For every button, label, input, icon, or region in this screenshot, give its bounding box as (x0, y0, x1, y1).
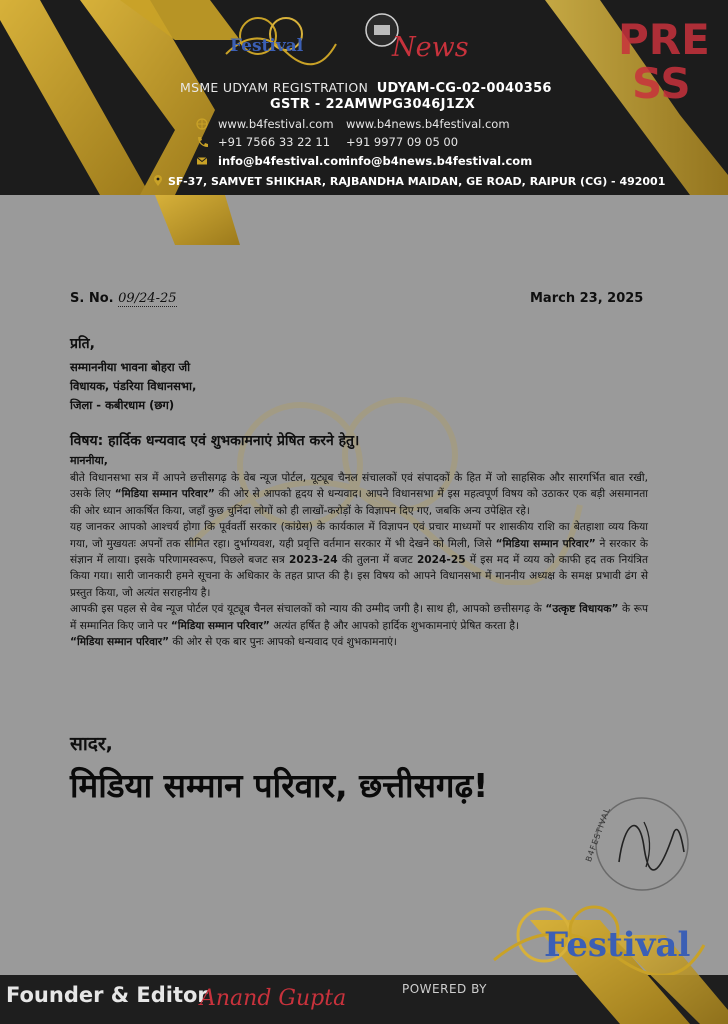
contact-email-row (196, 154, 533, 168)
p2-year-1: 2023-24 (288, 554, 338, 567)
p4-text-b: की ओर से एक बार पुनः आपको धन्यवाद एवं शुभकामनाएं। (169, 636, 397, 649)
festival-logo (216, 14, 346, 66)
p2-text-c: ने सरकार के संज्ञान में लाया। इसके परिणामस्वरूप, पिछले बजट सत्र (70, 537, 648, 567)
website-link-1[interactable]: www.b4festival.com (218, 117, 334, 131)
p2-text-e: की तुलना में बजट (337, 554, 417, 567)
news-logo-text: News (392, 32, 469, 63)
p3-org-name: “मिडिया सम्मान परिवार” (170, 619, 270, 632)
serial-number (70, 291, 177, 306)
msme-label: MSME UDYAM REGISTRATION (180, 80, 369, 95)
letter-body (70, 470, 648, 650)
phone-icon (196, 136, 208, 148)
p3-text-c: के रूप में सम्मानित किए जाने पर (70, 603, 649, 632)
powered-by-label: POWERED BY (402, 982, 488, 996)
globe-icon (196, 118, 208, 130)
p3-award: “उत्कृष्ट विधायक” (545, 603, 619, 616)
msme-value: UDYAM-CG-02-0040356 (376, 81, 552, 96)
stamp-text: B4FESTIVAL (584, 806, 613, 864)
paragraph-2 (70, 519, 648, 601)
p1-org-name: “मिडिया सम्मान परिवार” (114, 488, 215, 501)
p3-text-e: अत्यंत हर्षित है और आपको हार्दिक शुभकामनाएं प्रेषित करता है। (269, 619, 519, 632)
p2-text-a: यह जानकर आपको आश्चर्य होगा कि पूर्ववर्ती सरकार (कांग्रेस) के कार्यकाल में विज्ञापन एवं प्रचार माध्यमों पर शासकीय राशि का बेतहाशा व्यय किया गया, जो मुखयतः अपनों तक सीमित रहा। दुर्भाग्यवश, यही प्रवृत्ति वर्तमान सरकार में भी देखने को मिली, जिसे (70, 521, 648, 550)
serial-label: S. No. (70, 291, 114, 306)
location-pin-icon (152, 175, 164, 187)
letter-subject: विषय: हार्दिक धन्यवाद एवं शुभकामनाएं प्रेषित करने हेतु। (70, 433, 360, 449)
phone-number-2[interactable]: +91 9977 09 05 00 (346, 135, 459, 149)
recipient-name: सम्माननीया भावना बोहरा जी (70, 360, 191, 374)
email-link-2[interactable]: info@b4news.b4festival.com (346, 154, 533, 168)
news-logo (362, 12, 487, 70)
p2-text-g: में इस मद में व्यय को काफी हद तक नियंत्रित किया गया। सारी जानकारी हमने सूचना के अधिकार के तहत प्राप्त की है। इस विषय को आपने विधानसभा में माननीय अध्यक्ष के समक्ष प्रभावी ढंग से प्रस्तुत किया, जो अत्यंत सराहनीय है। (70, 554, 649, 599)
press-stamp (618, 15, 710, 108)
prati-label: प्रति, (70, 336, 95, 352)
phone-number-1[interactable]: +91 7566 33 22 11 (218, 135, 331, 149)
festival-logo-text: Festival (230, 36, 304, 56)
press-stamp-line-1: PRE (618, 15, 710, 64)
p2-org-name: “मिडिया सम्मान परिवार” (495, 537, 596, 550)
email-link-1[interactable]: info@b4festival.com (218, 154, 351, 168)
sadar-closing: सादर, (70, 733, 113, 755)
contact-phone-row (196, 135, 459, 149)
p2-year-2: 2024-25 (416, 554, 466, 567)
p1-text-c: की ओर से आपको हृदय से धन्यवाद। आपने विधानसभा में इस महत्वपूर्ण विषय को उठाकर एक बड़ी असमानता की ओर ध्यान आकर्षित किया, जहाँ कुछ चुनिंदा लोगों को ही लाखों-करोड़ों के विज्ञापन दिए गए, जबकि अन्य उपेक्षित रहे। (70, 488, 648, 517)
organisation-name: मिडिया सम्मान परिवार, छत्तीसगढ़! (70, 766, 489, 805)
paragraph-4 (70, 634, 648, 650)
paragraph-3 (70, 601, 648, 634)
website-link-2[interactable]: www.b4news.b4festival.com (346, 117, 510, 131)
founder-editor-label: Founder & Editor (6, 983, 208, 1007)
footer-logo-text: Festival (544, 925, 691, 965)
office-address: SF-37, SAMVET SHIKHAR, RAJBANDHA MAIDAN, GE ROAD, RAIPUR (CG) - 492001 (168, 175, 666, 188)
salutation: माननीया, (70, 454, 108, 467)
p4-org-name: “मिडिया सम्मान परिवार” (70, 636, 170, 649)
p1-text-a: बीते विधानसभा सत्र में आपने छत्तीसगढ़ के वेब न्यूज पोर्टल, यूट्यूब चैनल संचालकों एवं संपादकों के हित में जो साहसिक और सारगर्भित बात रखी, उसके लिए (70, 472, 648, 501)
founder-signature: Anand Gupta (200, 986, 347, 1011)
footer-festival-logo (484, 905, 714, 975)
gstr-number: GSTR - 22AMWPG3046J1ZX (270, 97, 476, 112)
p3-text-a: आपकी इस पहल से वेब न्यूज पोर्टल एवं यूट्यूब चैनल संचालकों को न्याय की उम्मीद जगी है। साथ ही, आपको छत्तीसगढ़ के (70, 603, 546, 616)
serial-value: 09/24-25 (118, 291, 177, 306)
address-row (152, 175, 665, 188)
letter-date: March 23, 2025 (530, 291, 644, 306)
msme-registration (180, 80, 552, 96)
contact-web-row (196, 117, 510, 131)
recipient-designation: विधायक, पंडरिया विधानसभा, (70, 379, 197, 393)
paragraph-1 (70, 470, 648, 519)
press-stamp-line-2: SS (632, 59, 691, 108)
mail-icon (196, 155, 208, 167)
recipient-district: जिला - कबीरधाम (छग) (70, 398, 175, 412)
recipient-block (70, 358, 196, 415)
